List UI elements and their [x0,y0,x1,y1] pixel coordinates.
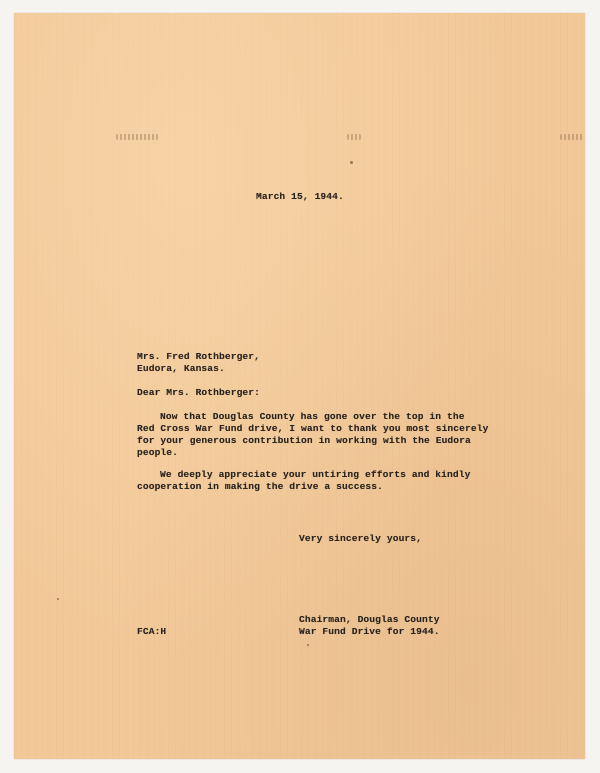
body-paragraph-2-line-1: We deeply appreciate your untiring efforts and kindly [160,469,471,480]
reference-initials: FCA:H [137,626,167,637]
punch-hole-mark-left [116,134,158,140]
punch-hole-mark-center [347,134,361,140]
body-paragraph-1-line-4: people. [137,447,179,458]
signature-title-line-2: War Fund Drive for 1944. [299,626,440,637]
signature-title-line-1: Chairman, Douglas County [299,614,440,625]
letter-page [14,13,585,759]
closing: Very sincerely yours, [299,533,423,544]
body-paragraph-1-line-2: Red Cross War Fund drive, I want to thank you most sincerely [137,423,489,434]
salutation: Dear Mrs. Rothberger: [137,387,261,398]
body-paragraph-2-line-2: cooperation in making the drive a success. [137,481,384,492]
paper-speck [307,644,309,646]
paper-speck [350,161,353,164]
body-paragraph-1-line-3: for your generous contribution in working with the Eudora [137,435,471,446]
paper-speck [57,598,59,600]
recipient-place: Eudora, Kansas. [137,363,225,374]
body-paragraph-1-line-1: Now that Douglas County has gone over the top in the [160,411,465,422]
recipient-name: Mrs. Fred Rothberger, [137,351,261,362]
punch-hole-mark-right [560,134,584,140]
letter-date: March 15, 1944. [256,191,344,202]
